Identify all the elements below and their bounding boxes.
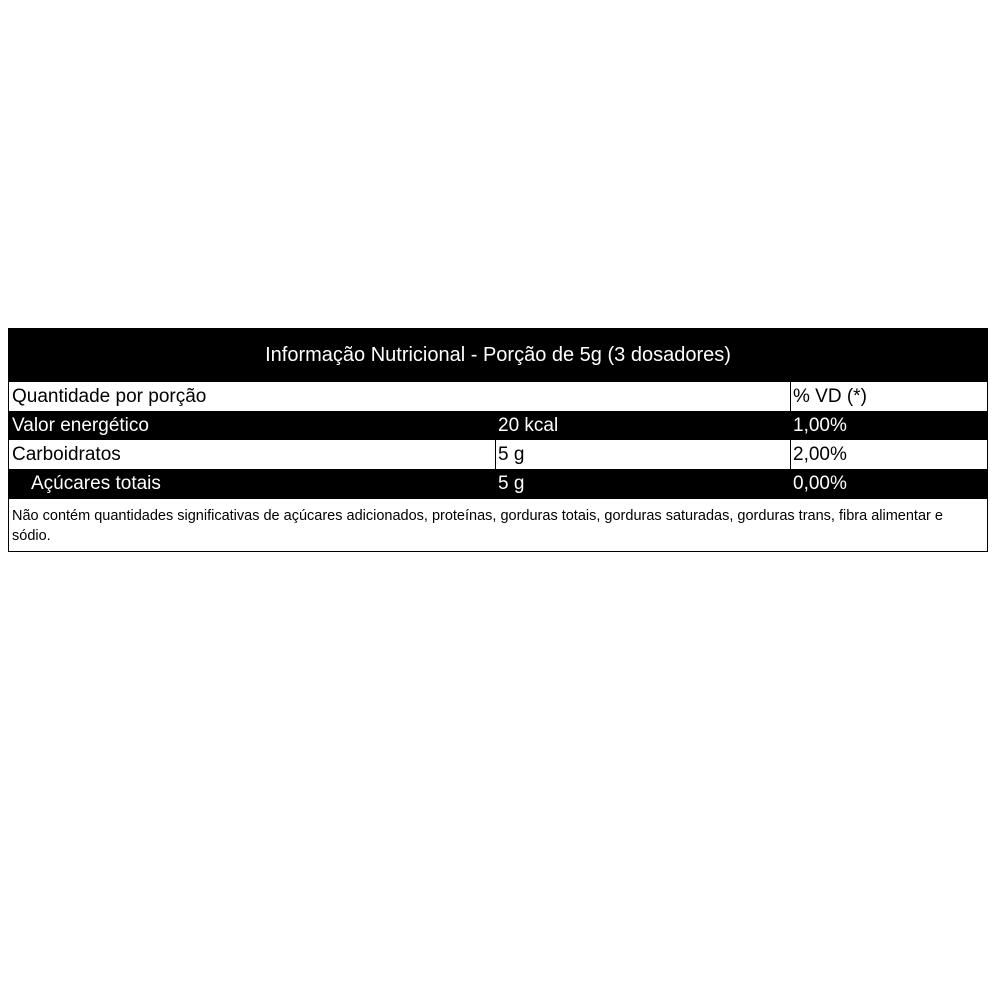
table-divider [9, 498, 987, 499]
nutrition-facts-table [8, 328, 988, 552]
table-row [9, 411, 987, 440]
footnote: Não contém quantidades significativas de açúcares adicionados, proteínas, gorduras totais, gorduras saturadas, gorduras trans, fibra alimentar e sódio. [12, 508, 943, 544]
nutrient-amount: 5 g [498, 444, 525, 465]
header-row [9, 382, 987, 411]
column-divider [790, 440, 791, 469]
table-row [9, 469, 987, 498]
nutrient-daily-value: 2,00% [793, 444, 847, 465]
column-divider [495, 440, 496, 469]
nutrient-daily-value: 1,00% [793, 415, 847, 436]
daily-value-label: % VD (*) [793, 386, 867, 407]
nutrient-name: Carboidratos [12, 444, 121, 465]
nutrient-amount: 20 kcal [498, 415, 559, 436]
nutrient-name: Açúcares totais [31, 473, 161, 494]
nutrient-name: Valor energético [12, 415, 149, 436]
column-divider [790, 382, 791, 411]
table-title: Informação Nutricional - Porção de 5g (3 dosadores) [9, 329, 987, 382]
table-row [9, 440, 987, 469]
nutrient-daily-value: 0,00% [793, 473, 847, 494]
nutrient-amount: 5 g [498, 473, 525, 494]
quantity-per-serving-label: Quantidade por porção [12, 386, 207, 407]
